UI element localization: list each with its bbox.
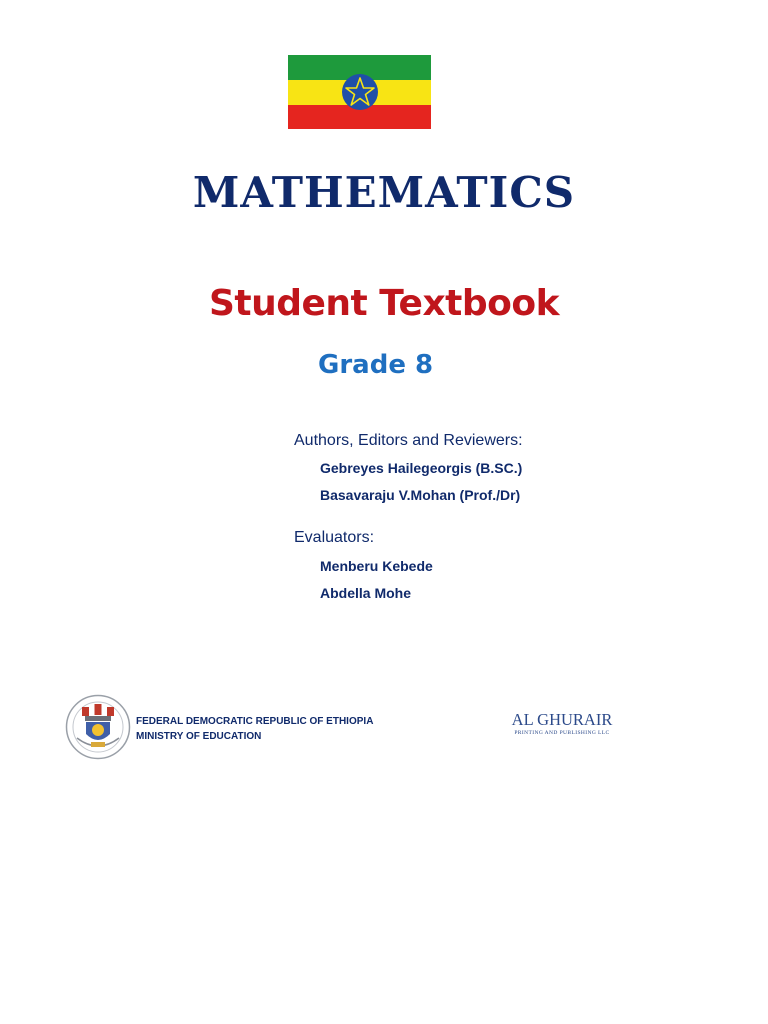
flag-graphic (288, 55, 431, 129)
book-subtitle: Student Textbook (208, 283, 560, 324)
evaluator-name: Menberu Kebede (320, 558, 433, 574)
grade-label: Grade 8 (318, 350, 434, 380)
publisher-graphic (506, 709, 618, 737)
ministry-line-1: FEDERAL DEMOCRATIC REPUBLIC OF ETHIOPIA (136, 716, 374, 727)
seal-graphic (65, 694, 131, 760)
ethiopian-flag (288, 55, 431, 129)
ministry-line-2: MINISTRY OF EDUCATION (136, 731, 262, 742)
publisher-logo (506, 709, 618, 737)
book-title: MATHEMATICS (192, 168, 576, 217)
author-name: Gebreyes Hailegeorgis (B.SC.) (320, 460, 523, 476)
authors-heading: Authors, Editors and Reviewers: (294, 432, 523, 449)
evaluator-name: Abdella Mohe (320, 585, 412, 601)
author-name: Basavaraju V.Mohan (Prof./Dr) (320, 487, 521, 503)
ministry-name (136, 714, 373, 744)
publisher-name: AL GHURAIR (511, 710, 613, 729)
evaluators-heading: Evaluators: (294, 529, 375, 546)
publisher-tagline: PRINTING AND PUBLISHING LLC (514, 730, 610, 736)
ministry-seal-logo (65, 694, 131, 760)
